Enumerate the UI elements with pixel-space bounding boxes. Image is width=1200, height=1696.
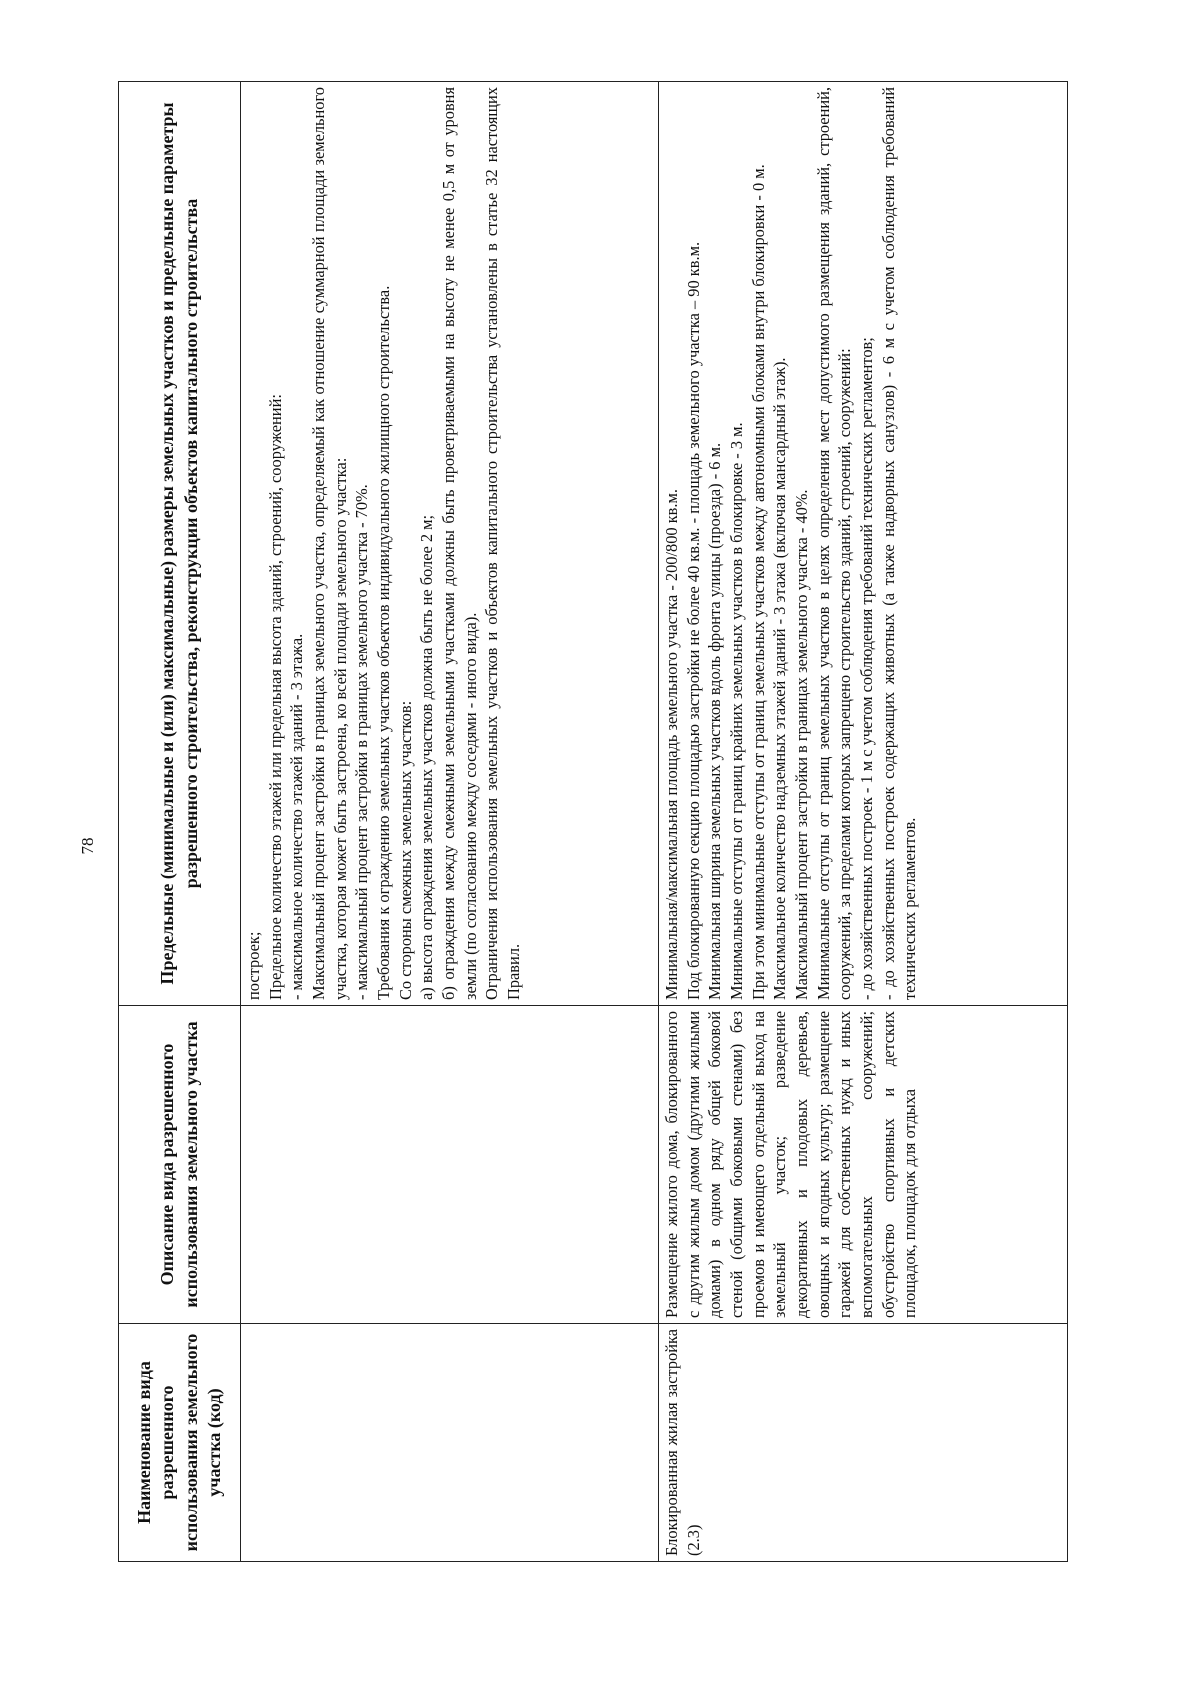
cell-params bbox=[659, 82, 1068, 1006]
table-header-row bbox=[119, 82, 241, 1562]
param-line: При этом минимальные отступы от границ земельных участков между автономными блоками внутри блокировки - 0 м. bbox=[748, 164, 768, 1000]
cell-description bbox=[241, 1006, 659, 1324]
param-line: Максимальное количество надземных этажей зданий - 3 этажа (включая мансардный этаж). bbox=[770, 357, 790, 1000]
header-limit-parameters: Предельные (минимальные и (или) максимальные) размеры земельных участков и предельные параметры разрешенного строительства, реконструкции объектов капитального строительства bbox=[119, 82, 241, 1006]
param-line: Минимальные отступы от границ земельных участков в целях определения мест допустимого размещения зданий, строений, сооружений, за пределами которых запрещено строительство зданий, строений, сооружений: bbox=[813, 87, 855, 1000]
param-line: Требования к ограждению земельных участков объектов индивидуального жилищного строительства. bbox=[373, 285, 393, 1000]
param-line: Минимальная ширина земельных участков вдоль фронта улицы (проезда) - 6 м. bbox=[705, 442, 725, 1000]
param-line: - до хозяйственных построек - 1 м с учетом соблюдения требований технических регламентов; bbox=[856, 337, 876, 1000]
table-row bbox=[241, 82, 659, 1562]
param-line: - максимальное количество этажей зданий - 3 этажа. bbox=[287, 633, 307, 1000]
param-line: б) ограждения между смежными земельными участками должны быть проветриваемыми на высоту не менее 0,5 м от уровня земли (по согласованию между соседями - иного вида). bbox=[438, 87, 480, 1000]
header-land-use-name: Наименование вида разрешенного использования земельного участка (код) bbox=[119, 1324, 241, 1562]
param-line: Ограничения использования земельных участков и объектов капитального строительства установлены в статье 32 настоящих Правил. bbox=[482, 87, 523, 1000]
table-row bbox=[659, 82, 1068, 1562]
page-number: 78 bbox=[78, 837, 97, 855]
param-line: - максимальный процент застройки в границах земельного участка - 70%. bbox=[352, 484, 372, 1000]
cell-name: Блокированная жилая застройка (2.3) bbox=[659, 1324, 1068, 1562]
param-line: построек; bbox=[244, 931, 263, 1000]
param-line: Минимальная/максимальная площадь земельного участка - 200/800 кв.м. bbox=[662, 489, 681, 1000]
param-line: Максимальный процент застройки в границах земельного участка - 40%. bbox=[791, 489, 811, 1000]
param-line: а) высота ограждения земельных участков должна быть не более 2 м; bbox=[417, 514, 437, 1000]
param-line: Со стороны смежных земельных участков: bbox=[395, 700, 415, 1000]
cell-name bbox=[241, 1324, 659, 1562]
cell-params bbox=[241, 82, 659, 1006]
rotated-table-wrapper bbox=[118, 82, 1068, 1562]
param-line: Предельное количество этажей или предельная высота зданий, строений, сооружений: bbox=[265, 394, 285, 1000]
param-line: Под блокированную секцию площадью застройки не более 40 кв.м. - площадь земельного участка – 90 кв.м. bbox=[683, 241, 703, 1000]
param-line: Максимальный процент застройки в границах земельного участка, определяемый как отношение суммарной площади земельного участка, которая может быть застроена, ко всей площади земельного участка: bbox=[308, 87, 350, 1000]
cell-description: Размещение жилого дома, блокированного с другим жилым домом (другими жилыми домами) в одном ряду общей боковой стеной (общими боковыми стенами) без проемов и имеющего отдельный выход на земельный участок; разведение декоративных и плодовых деревьев, овощных и ягодных культур; размещение гаражей для собственных нужд и иных вспомогательных сооружений; обустройство спортивных и детских площадок, площадок для отдыха bbox=[659, 1006, 1068, 1324]
param-line: - до хозяйственных построек содержащих животных (а также надворных санузлов) - 6 м с учетом соблюдения требований технических регламентов. bbox=[878, 87, 920, 1000]
param-line: Минимальные отступы от границ крайних земельных участков в блокировке - 3 м. bbox=[726, 422, 746, 1000]
regulations-table bbox=[118, 81, 1068, 1562]
header-land-use-description: Описание вида разрешенного использования земельного участка bbox=[119, 1006, 241, 1324]
